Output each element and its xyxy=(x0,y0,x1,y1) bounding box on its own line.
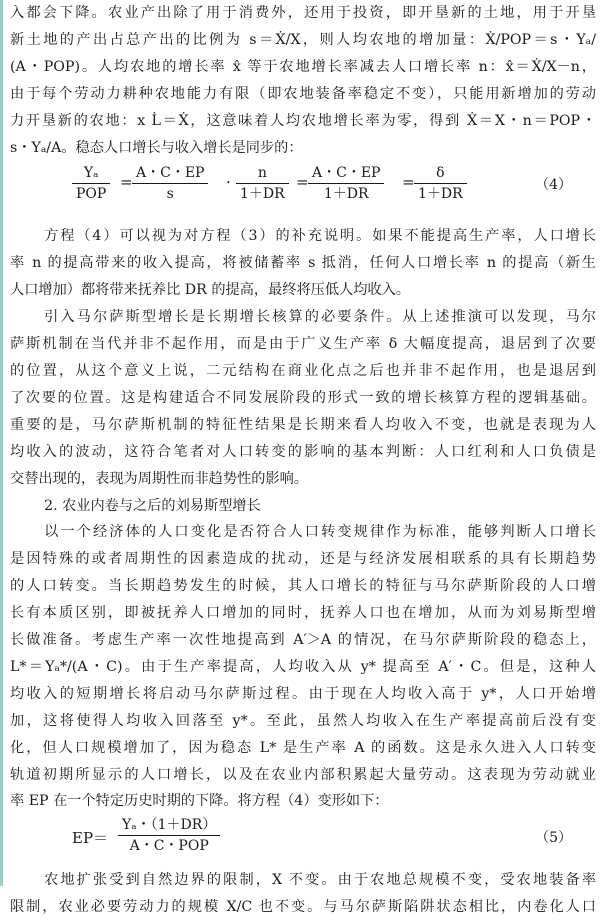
text-line: (A・POP)。人均农地的增长率 x̂ 等于农地增长率减去人口增长率 n：x̂＝Ẋ/X－n， xyxy=(10,58,596,75)
equation-number: （4） xyxy=(535,177,572,194)
text-line: 由于每个劳动力耕种农地能力有限（即农地装备率稳定不变），只能用新增加的劳动 xyxy=(10,85,596,102)
text-line: 力开垦新的农地：x L̇＝Ẋ，这意味着人均农地增长率为零，得到 Ẋ＝X・n＝POP・ xyxy=(10,112,596,129)
middle-section xyxy=(10,223,596,815)
text-line: 轨道初期所显示的人口增长，以及在农业内部积累起大量劳动。这表现为劳动就业 xyxy=(10,766,596,783)
text-line: 以一个经济体的人口变化是否符合人口转变规律作为标准，能够判断人口增长 xyxy=(44,524,596,541)
text-line: 萨斯机制在当代并非不起作用，而是由于广义生产率 δ 大幅度提高，退居到了次要 xyxy=(10,336,596,353)
text-line: 引入马尔萨斯型增长是长期增长核算的必要条件。从上述推演可以发现，马尔 xyxy=(44,309,596,326)
left-margin-rule xyxy=(0,0,3,886)
page-body xyxy=(10,0,596,921)
text-line: 长做准备。考虑生产率一次性地提高到 A′＞A 的情况，在马尔萨斯阶段的稳态上， xyxy=(10,632,596,649)
equals-sign: = xyxy=(296,173,309,192)
equation-number: （5） xyxy=(535,830,572,847)
text-line: 加，这将使得人均收入回落至 y*。至此，虽然人均收入在生产率提高前后没有变 xyxy=(10,712,596,729)
text-line: L*＝Yₐ*/(A・C)。由于生产率提高，人均收入从 y* 提高至 A′・C。但是，这种人 xyxy=(10,658,596,675)
text-line: 人口增加）都将带来抚养比 DR 的提高，最终将压低人均收入。 xyxy=(10,282,410,299)
top-paragraph xyxy=(10,0,596,161)
equation-4-fraction: $\frac{\delta}{1+DR}$ xyxy=(414,163,467,204)
equation-4-lhs: Yₐ POP xyxy=(72,163,110,204)
text-line: 重要的是，马尔萨斯机制的特征性结果是长期来看人均收入不变，也就是表现为人 xyxy=(10,416,596,433)
equation-4 xyxy=(10,163,596,219)
text-line: 限制，农业必要劳动力的规模 X/C 也不变。与马尔萨斯陷阱状态相比，内卷化人口 xyxy=(10,899,596,916)
text-line: 的位置，从这个意义上说，二元结构在商业化点之后也并非不起作用，也是退居到 xyxy=(10,362,596,379)
text-line: 率 EP 在一个特定历史时期的下降。将方程（4）变形如下： xyxy=(10,793,389,810)
bottom-paragraph xyxy=(10,867,596,921)
multiply-dot: · xyxy=(226,173,231,192)
equation-4-fraction: $\frac{n}{1+DR}$ xyxy=(236,163,289,204)
equation-5-fraction: Yₐ・（1＋DR） A・C・POP xyxy=(118,815,220,856)
text-line: 是因特殊的或者周期性的因素造成的扰动，还是与经济发展相联系的具有长期趋势 xyxy=(10,551,596,568)
text-line: 均收入的短期增长将启动马尔萨斯过程。由于现在人均收入高于 y*，人口开始增 xyxy=(10,685,596,702)
text-line: 交替出现的，表现为周期性而非趋势性的影响。 xyxy=(10,470,308,487)
section-heading: 2. 农业内卷与之后的刘易斯型增长 xyxy=(44,497,261,514)
text-line: 农地扩张受到自然边界的限制，X 不变。由于农地总规模不变，受农地装备率 xyxy=(44,872,596,889)
equation-4-fraction: $\frac{A・C・EP}{1+DR}$ xyxy=(308,163,384,204)
text-line: 率 n 的提高带来的收入提高，将被储蓄率 s 抵消，任何人口增长率 n 的提高（新生 xyxy=(10,255,596,272)
equals-sign: = xyxy=(120,173,133,192)
text-line: s・Yₐ/A。稳态人口增长与收入增长是同步的： xyxy=(10,139,303,156)
text-line: 长有本质区别，即被抚养人口增加的同时，抚养人口也在增加，从而为刘易斯型增 xyxy=(10,605,596,622)
equation-5-lhs: EP＝ xyxy=(72,829,109,848)
equals-sign: = xyxy=(402,173,415,192)
text-line: 了次要的位置。这是构建适合不同发展阶段的形式一致的增长核算方程的逻辑基础。 xyxy=(10,389,596,406)
equation-5 xyxy=(10,815,596,863)
text-line: 的人口转变。当长期趋势发生的时候，其人口增长的特征与马尔萨斯阶段的人口增 xyxy=(10,578,596,595)
text-line: 均收入的波动，这符合笔者对人口转变的影响的基本判断：人口红利和人口负债是 xyxy=(10,443,596,460)
text-line: 新土地的产出占总产出的比例为 s＝Ẋ/X，则人均农地的增加量：Ẋ/POP＝s・Yₐ/ xyxy=(10,31,596,48)
text-line: 入都会下降。农业产出除了用于消费外，还用于投资，即开垦新的土地，用于开垦 xyxy=(10,5,596,21)
equation-4-fraction: $\frac{A・C・EP}{s}$ xyxy=(132,163,208,204)
text-line: 方程（4）可以视为对方程（3）的补充说明。如果不能提高生产率，人口增长 xyxy=(44,228,596,245)
text-line: 化，但人口规模增加了，因为稳态 L* 是生产率 A 的函数。这是永久进入人口转变 xyxy=(10,739,596,756)
